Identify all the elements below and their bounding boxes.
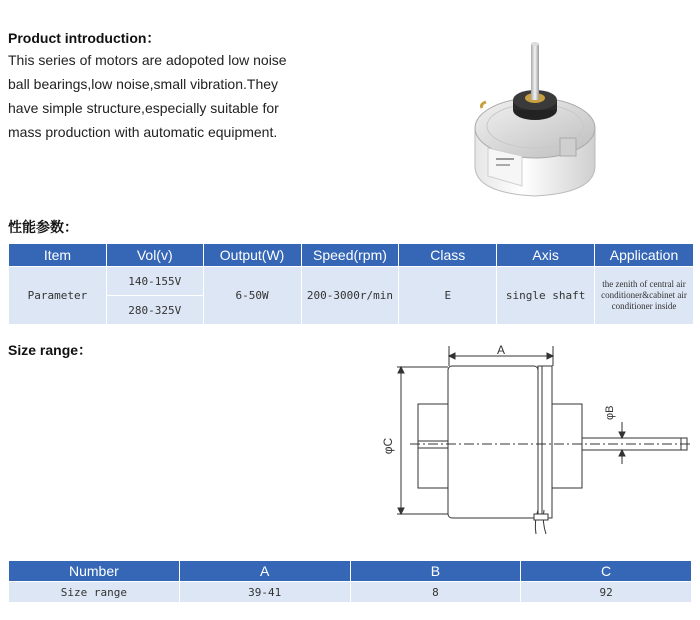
dimension-c-label: φC — [381, 437, 395, 455]
intro-line: mass production with automatic equipment. — [8, 124, 278, 140]
spec-voltage-1: 140-155V — [106, 267, 203, 296]
size-header-row — [9, 561, 692, 582]
size-value-c: 92 — [521, 582, 692, 603]
spec-row-label: Parameter — [9, 267, 107, 325]
spec-header-application: Application — [595, 244, 694, 267]
spec-speed: 200-3000r/min — [301, 267, 399, 325]
size-header-b: B — [350, 561, 521, 582]
spec-output: 6-50W — [203, 267, 301, 325]
size-row-label: Size range — [9, 582, 180, 603]
motor-dimension-drawing — [370, 342, 696, 538]
spec-title: 性能参数： — [8, 219, 78, 235]
spec-header-item: Item — [9, 244, 107, 267]
intro-line: ball bearings,low noise,small vibration.They — [8, 76, 279, 92]
size-range-title: Size range： — [8, 342, 93, 358]
size-header-number: Number — [9, 561, 180, 582]
intro-line: have simple structure,especially suitable for — [8, 100, 279, 116]
spec-table — [8, 243, 694, 325]
size-header-a: A — [179, 561, 350, 582]
size-row — [9, 582, 692, 603]
motor-photo — [460, 38, 610, 208]
spec-header-vol: Vol(v) — [106, 244, 203, 267]
size-value-b: 8 — [350, 582, 521, 603]
size-header-c: C — [521, 561, 692, 582]
spec-header-speed: Speed(rpm) — [301, 244, 399, 267]
intro-title: Product introduction： — [8, 30, 161, 46]
spec-application: the zenith of central air conditioner&cabinet air conditioner inside — [595, 267, 694, 325]
spec-class: E — [399, 267, 497, 325]
spec-header-class: Class — [399, 244, 497, 267]
spec-header-row — [9, 244, 694, 267]
dimension-b-label: φB — [604, 405, 616, 420]
spec-voltage-2: 280-325V — [106, 296, 203, 325]
intro-line: This series of motors are adopoted low noise — [8, 52, 287, 68]
intro-paragraph — [8, 48, 298, 144]
size-value-a: 39-41 — [179, 582, 350, 603]
dimension-a-label: A — [496, 343, 506, 357]
size-table — [8, 560, 692, 603]
spec-row — [9, 267, 694, 296]
spec-header-output: Output(W) — [203, 244, 301, 267]
spec-header-axis: Axis — [497, 244, 595, 267]
spec-axis: single shaft — [497, 267, 595, 325]
